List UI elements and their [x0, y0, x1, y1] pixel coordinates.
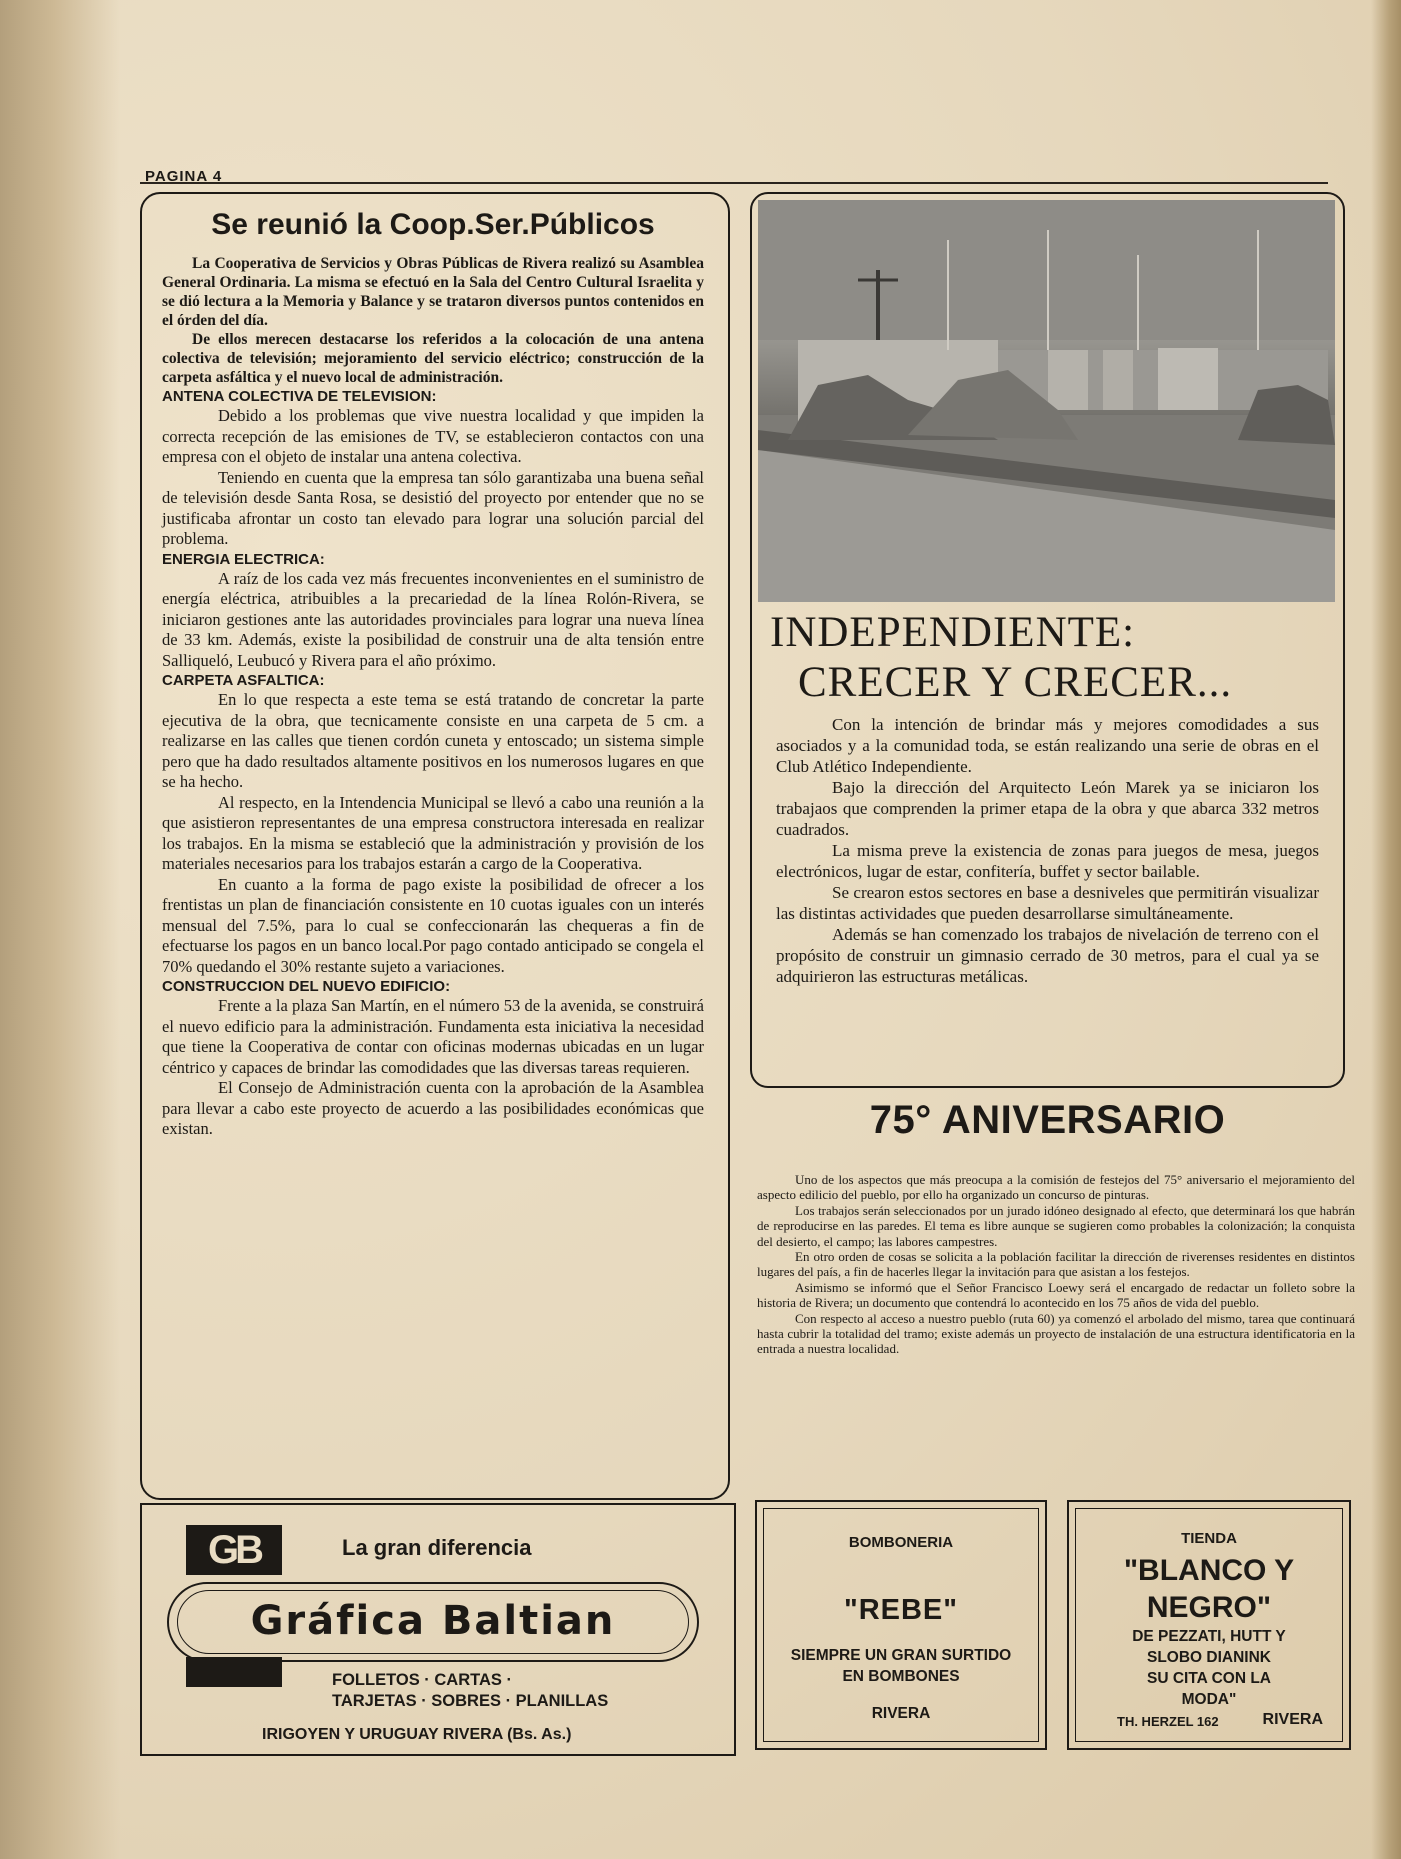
independiente-article-box — [750, 192, 1345, 1088]
section-heading-energia: ENERGIA ELECTRICA: — [162, 550, 325, 568]
tienda-tagline-line1: SU CITA CON LA — [1147, 1670, 1271, 1687]
page-fold-shadow — [0, 0, 120, 1859]
body-paragraph: Al respecto, en la Intendencia Municipal se llevó a cabo una reunión a la que asistieron representantes de una empresa constructora interesada en realizar los trabajos. En la misma se estableció que la administración y provisión de los materiales necesarios para los trabajos estarán a cargo de la Cooperativa. — [162, 792, 704, 873]
bomboneria-city: RIVERA — [871, 1705, 931, 1722]
body-paragraph: Teniendo en cuenta que la empresa tan sólo garantizaba una buena señal de televisión desde Santa Rosa, se desistió del proyecto por entender que no se justificaba afrontar un costo tan elevado para lograr una solución parcial del problema. — [162, 467, 704, 548]
tienda-address: TH. HERZEL 162 — [1117, 1714, 1219, 1729]
tienda-blanco-y-negro-ad — [1067, 1500, 1351, 1750]
grafica-slogan: La gran diferencia — [342, 1535, 532, 1560]
bomboneria-name: "REBE" — [843, 1594, 959, 1626]
header-rule — [140, 182, 1328, 184]
tienda-owners-line1: DE PEZZATI, HUTT Y — [1132, 1628, 1286, 1645]
construction-photo — [758, 200, 1335, 602]
grafica-logo: GB — [186, 1525, 282, 1575]
body-paragraph: En cuanto a la forma de pago existe la posibilidad de ofrecer a los frentistas un plan de financiación consistente en 10 cuotas iguales con un interés mensual del 7.5%, para lo cual se confeccionarán las chequeras a fin de efectuarse los pagos en un banco local.Por pago contado anticipado se congela el 70% quedando el 30% restante sujeto a variaciones. — [162, 874, 704, 976]
grafica-name-banner: Gráfica Baltian — [167, 1582, 699, 1662]
intro-paragraph: De ellos merecen destacarse los referidos a la colocación de una antena colectiva de televisión; mejoramiento del servicio eléctrico; construcción de la carpeta asfáltica y el nuevo local de administración. — [162, 331, 704, 386]
intro-paragraph: La Cooperativa de Servicios y Obras Públicas de Rivera realizó su Asamblea General Ordinaria. La misma se efectuó en la Sala del Centro Cultural Israelita y se dió lectura a la Memoria y Balance y se trataron diversos puntos contenidos en el órden del día. — [162, 255, 704, 329]
independiente-title — [770, 608, 1337, 708]
grafica-products-line2: TARJETAS · SOBRES · PLANILLAS — [332, 1692, 609, 1710]
grafica-baltian-ad — [140, 1503, 736, 1756]
anniversary-title: 75° ANIVERSARIO — [869, 1098, 1226, 1142]
coop-article-intro — [162, 254, 704, 387]
grafica-address: IRIGOYEN Y URUGUAY RIVERA (Bs. As.) — [262, 1726, 572, 1743]
coop-article-body — [162, 387, 704, 1140]
tienda-owners-line2: SLOBO DIANINK — [1147, 1649, 1271, 1666]
body-paragraph: A raíz de los cada vez más frecuentes inconvenientes en el suministro de energía eléctrica, atribuibles a la precariedad de la línea Rolón-Rivera, se iniciaron gestiones ante las autoridades provinciales para lograr una nueva línea de 33 km. Además, existe la posibilidad de construir una de alta tensión entre Salliqueló, Leubucó y Rivera para el año próximo. — [162, 568, 704, 670]
coop-article-box — [140, 192, 730, 1500]
coop-article-title: Se reunió la Coop.Ser.Públicos — [211, 208, 655, 241]
body-paragraph: Debido a los problemas que vive nuestra localidad y que impiden la correcta recepción de las emisiones de TV, se establecieron contactos con una empresa con el objeto de instalar una antena colectiva. — [162, 406, 704, 466]
tienda-name-line2: NEGRO" — [1146, 1591, 1272, 1624]
independiente-article-body — [758, 708, 1337, 987]
construction-photo-drawing — [758, 200, 1335, 602]
section-heading-antena: ANTENA COLECTIVA DE TELEVISION: — [162, 388, 437, 405]
body-paragraph: Uno de los aspectos que más preocupa a la comisión de festejos del 75° aniversario el mejoramiento del aspecto edilicio del pueblo, por ello ha organizado un concurso de pinturas. — [757, 1172, 1355, 1203]
tienda-label: TIENDA — [1181, 1530, 1237, 1547]
body-paragraph: En lo que respecta a este tema se está tratando de concretar la parte ejecutiva de la obra, que tecnicamente consiste en una carpeta de 5 cm. a realizarse en las calles que tienen cordón cuneta y entoscado; un sistema simple pero que ha dado resultados altamente positivos en los numerosos lugares en que se ha hecho. — [162, 690, 704, 791]
body-paragraph: Con la intención de brindar más y mejores comodidades a sus asociados y a la comunidad toda, se están realizando una serie de obras en el Club Atlético Independiente. — [776, 715, 1319, 776]
bomboneria-tagline-line2: EN BOMBONES — [842, 1668, 960, 1685]
body-paragraph: En otro orden de cosas se solicita a la población facilitar la dirección de riverenses residentes en distintos lugares del país, a fin de hacerles llegar la invitación para que asistan a los festejos. — [757, 1249, 1355, 1280]
section-heading-edificio: CONSTRUCCION DEL NUEVO EDIFICIO: — [162, 978, 451, 995]
body-paragraph: Se crearon estos sectores en base a desniveles que permitirán visualizar las distintas actividades que pueden desarrollarse simultáneamente. — [776, 883, 1319, 923]
body-paragraph: Asimismo se informó que el Señor Francisco Loewy será el encargado de redactar un folleto sobre la historia de Rivera; un documento que contendrá lo acontecido en los 75 años de vida del pueblo. — [757, 1279, 1355, 1311]
body-paragraph: El Consejo de Administración cuenta con la aprobación de la Asamblea para llevar a cabo este proyecto de acuerdo a las posibilidades económicas que existan. — [162, 1078, 704, 1138]
grafica-products-line1: FOLLETOS · CARTAS · — [332, 1671, 512, 1689]
body-paragraph: Bajo la dirección del Arquitecto León Marek ya se iniciaron los trabajaos que comprenden la primer etapa de la obra y que abarca 332 metros cuadrados. — [776, 778, 1319, 839]
section-heading-carpeta: CARPETA ASFALTICA: — [162, 672, 325, 689]
bomboneria-label: BOMBONERIA — [848, 1534, 954, 1551]
body-paragraph: Además se han comenzado los trabajos de nivelación de terreno con el propósito de construir un gimnasio cerrado de 30 metros, para el cual ya se adquirieron las estructuras metálicas. — [776, 925, 1319, 986]
tienda-name — [1069, 1552, 1349, 1626]
tienda-owners — [1069, 1626, 1349, 1710]
body-paragraph: La misma preve la existencia de zonas para juegos de mesa, juegos electrónicos, lugar de estar, confitería, buffet y sector bailable. — [776, 841, 1319, 881]
grafica-products — [332, 1670, 608, 1712]
body-paragraph: Con respecto al acceso a nuestro pueblo (ruta 60) ya comenzó el arbolado del mismo, tarea que continuará hasta cubrir la totalidad del tramo; existe además un proyecto de instalación de una estructura identificatoria en la entrada a nuestra localidad. — [757, 1310, 1355, 1357]
independiente-title-line2: CRECER Y CRECER... — [798, 659, 1233, 706]
body-paragraph: Los trabajos serán seleccionados por un jurado idóneo designado al efecto, que determinará los que habrán de reproducirse en las paredes. El tema es libre aunque se sugieren como probables la colonización; la conquista del desierto, el campo; las labores campestres. — [757, 1202, 1355, 1249]
independiente-title-line1: INDEPENDIENTE: — [770, 609, 1136, 656]
body-paragraph: Frente a la plaza San Martín, en el número 53 de la avenida, se construirá el nuevo edificio para la administración. Fundamenta esta iniciativa la necesidad que tiene la Cooperativa de contar con oficinas modernas ubicadas en un lugar céntrico y capaces de brindar las comodidades que las diversas tareas requieren. — [162, 996, 704, 1077]
page-number-label: PAGINA 4 — [145, 168, 223, 185]
tienda-city: RIVERA — [1262, 1711, 1323, 1728]
anniversary-body — [757, 1172, 1355, 1357]
tienda-name-line1: "BLANCO Y — [1123, 1554, 1295, 1587]
bomboneria-rebe-ad — [755, 1500, 1047, 1750]
tienda-tagline-line2: MODA" — [1181, 1691, 1237, 1708]
bomboneria-tagline — [757, 1645, 1045, 1687]
bomboneria-tagline-line1: SIEMPRE UN GRAN SURTIDO — [790, 1647, 1012, 1664]
grafica-logo-bar — [186, 1657, 282, 1687]
page-edge-shadow — [1371, 0, 1401, 1859]
